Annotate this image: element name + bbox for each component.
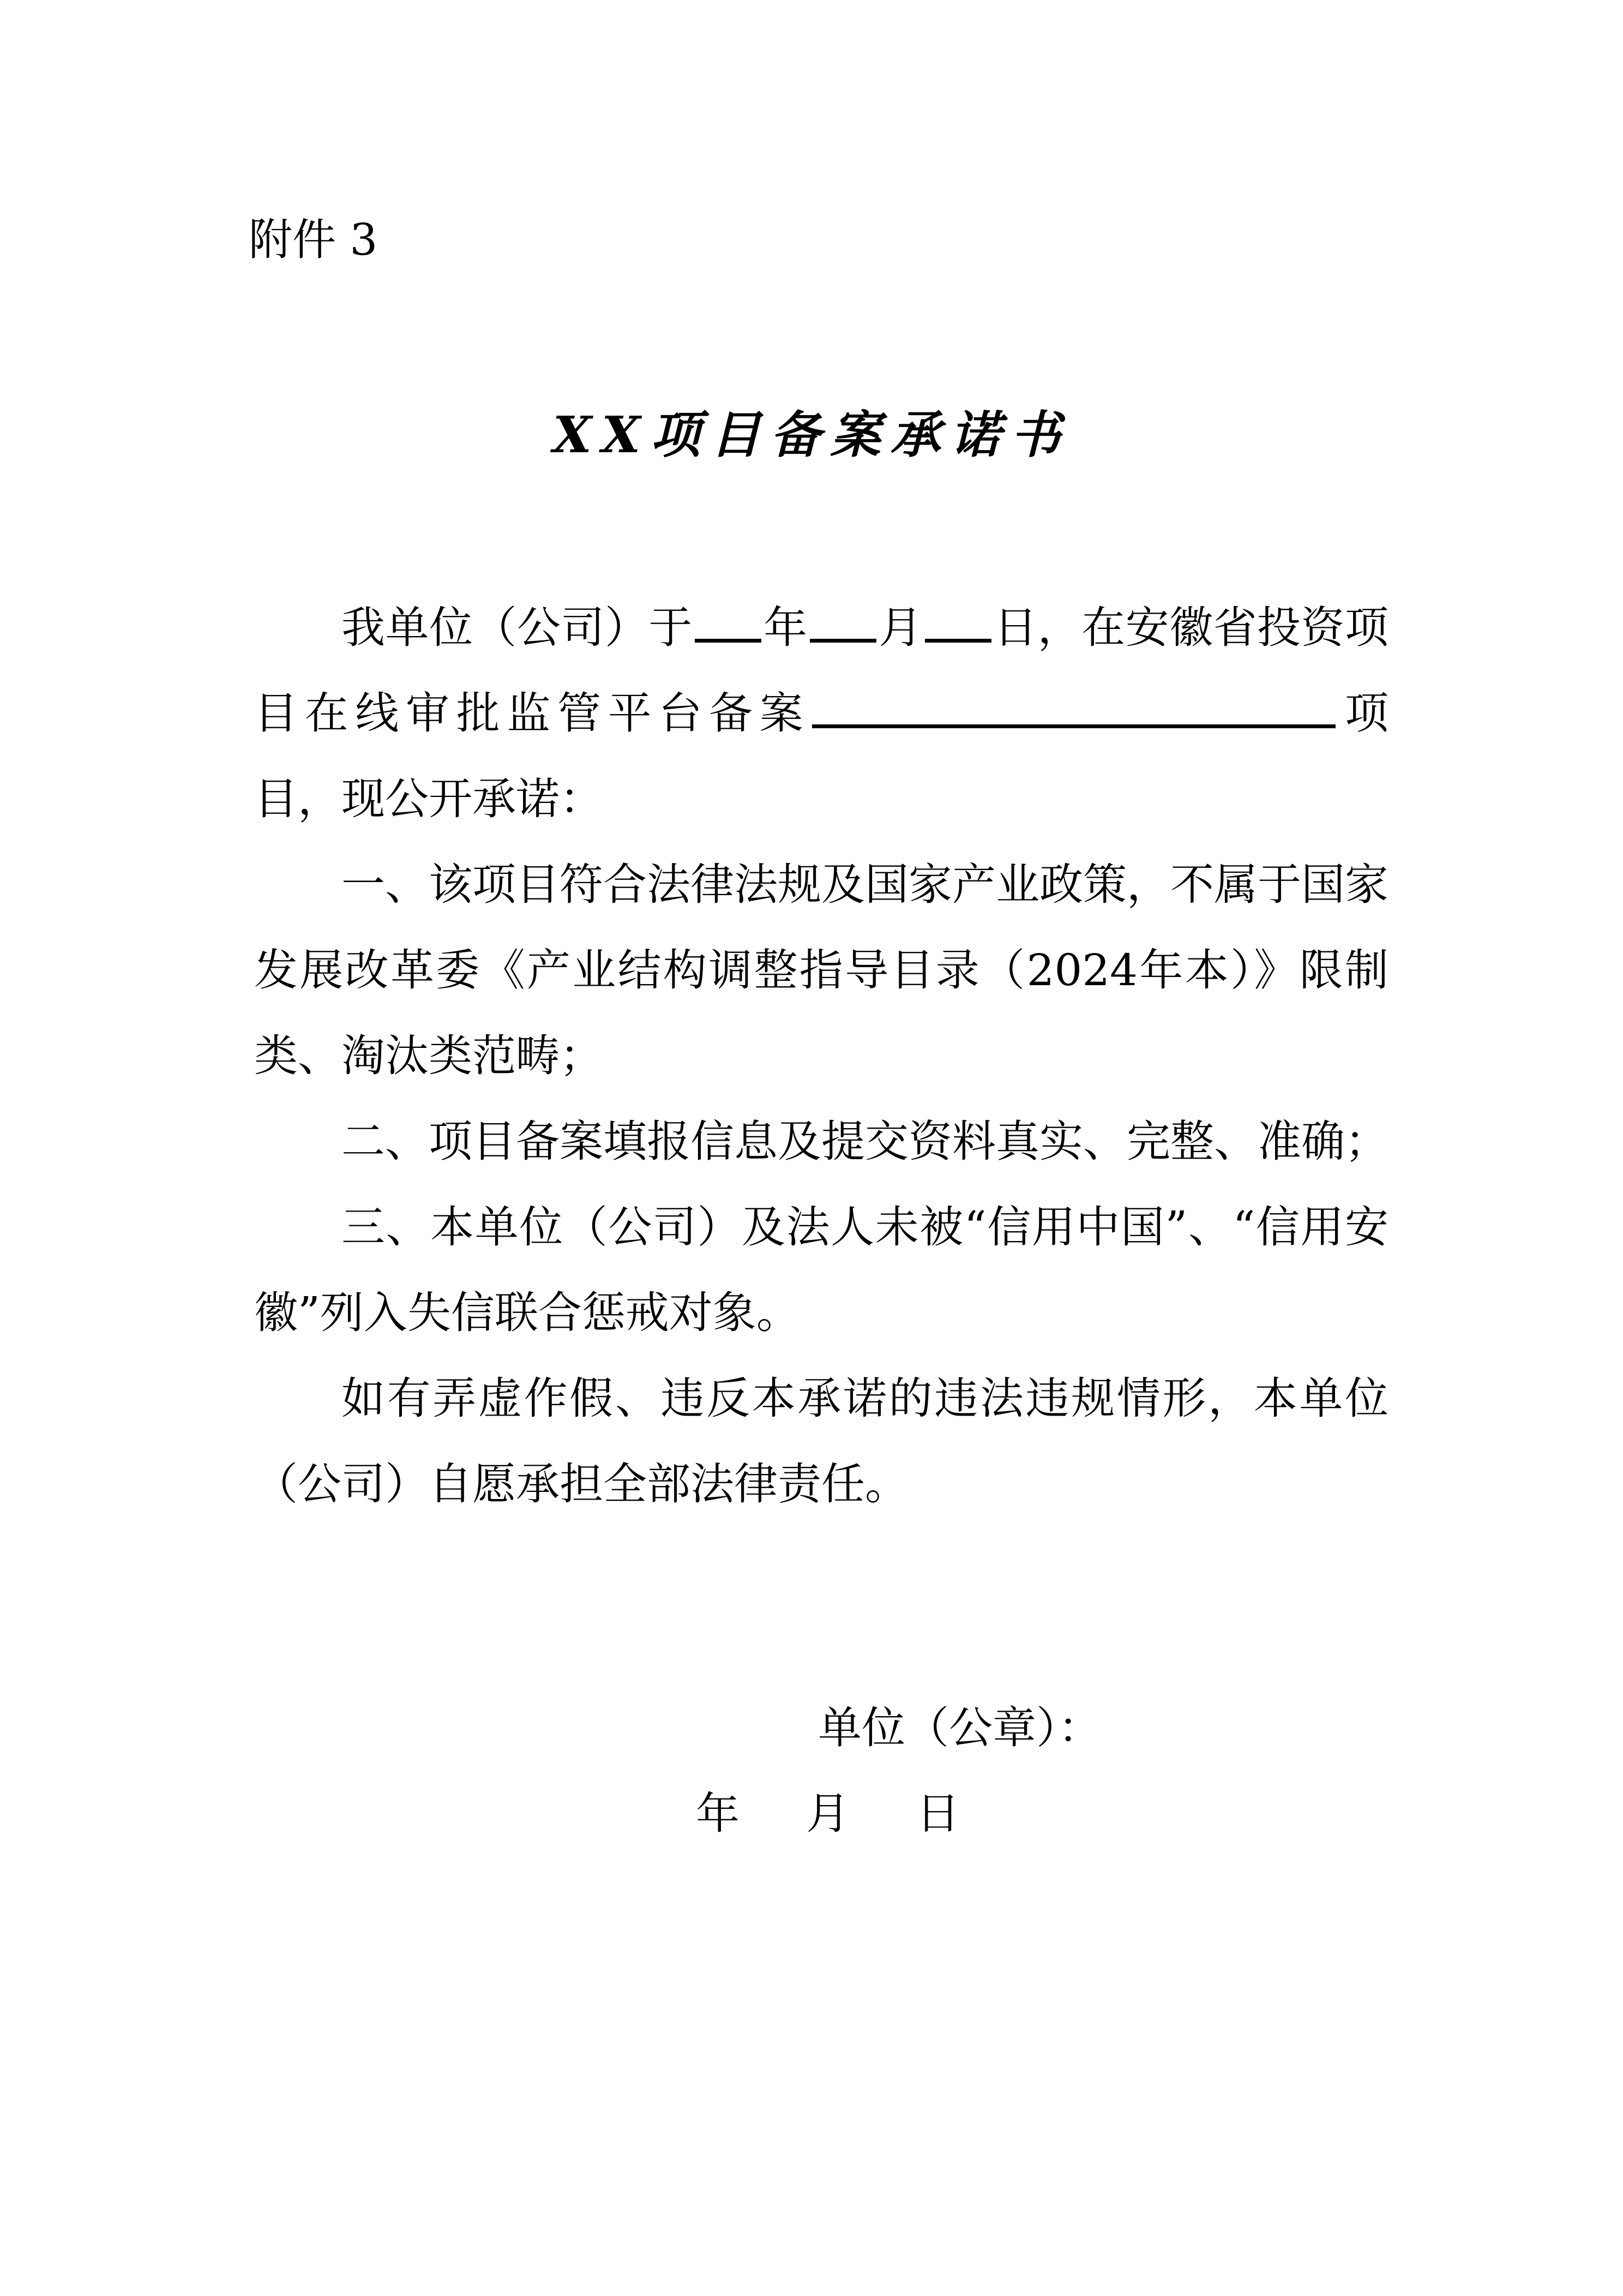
day-blank-field[interactable] [925,603,991,643]
day-label: 日 [993,602,1038,653]
commitment-item-1: 一、该项目符合法律法规及国家产业政策，不属于国家发展改革委《产业结构调整指导目录（2024年本）》限制类、淘汰类范畴； [254,859,1388,1081]
intro-paragraph [254,585,1388,842]
signature-date [696,1788,960,1840]
commitment-item-3: 三、本单位（公司）及法人未被“信用中国”、“信用安徽”列入失信联合惩戒对象。 [254,1202,1388,1338]
document-body [254,585,1388,1527]
intro-middle: ，在安徽省投资项目在线审批监管平台备案 [254,602,1389,739]
year-blank-field[interactable] [695,603,761,643]
signature-unit-seal-label: 单位（公章）： [818,1702,1102,1753]
intro-prefix: 我单位（公司）于 [341,602,693,653]
intro-suffix: 项目，现公开承诺： [254,688,1389,824]
attachment-label: 附件 3 [249,214,378,265]
document-title: XX项目备案承诺书 [552,405,1071,464]
signature-day-label: 日 [916,1788,960,1839]
month-label: 月 [878,602,923,653]
signature-month-label: 月 [806,1788,850,1839]
project-name-blank-field[interactable] [812,688,1336,728]
year-label: 年 [763,602,808,653]
signature-year-label: 年 [696,1788,740,1839]
liability-statement: 如有弄虚作假、违反本承诺的违法违规情形，本单位（公司）自愿承担全部法律责任。 [254,1373,1388,1509]
commitment-item-2: 二、项目备案填报信息及提交资料真实、完整、准确； [341,1116,1388,1167]
month-blank-field[interactable] [810,603,876,643]
